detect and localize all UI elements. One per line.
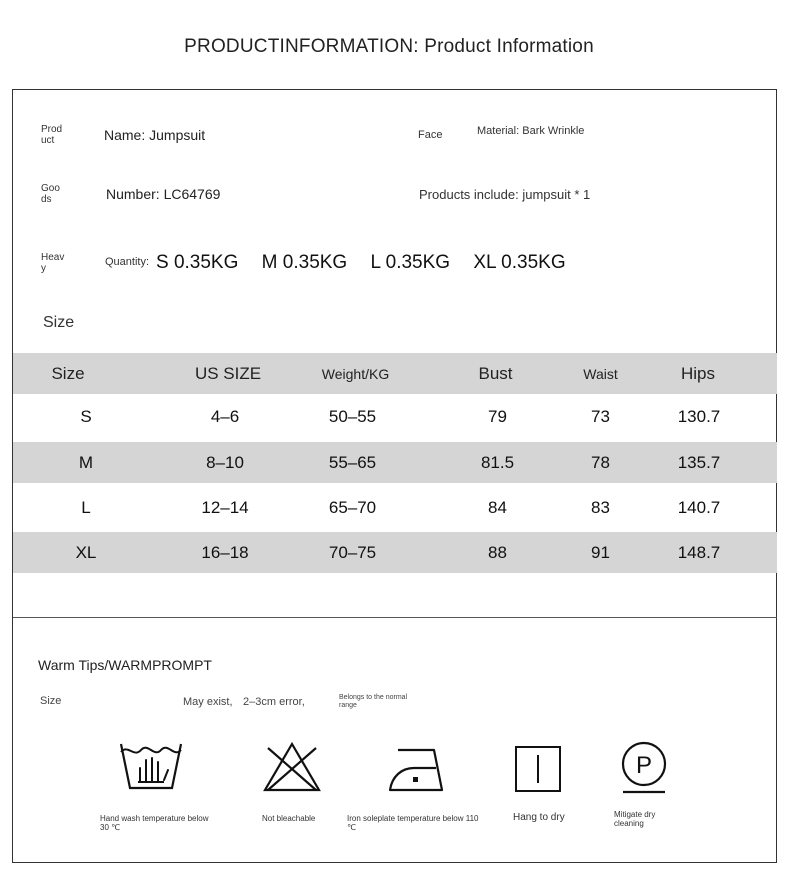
cell-bust: 81.5 (480, 452, 515, 472)
hand-wash-icon (118, 740, 184, 794)
table-header (13, 353, 777, 394)
product-number: Number: LC64769 (106, 186, 221, 202)
hand-wash-label: Hand wash temperature below 30 ℃ (100, 814, 209, 832)
iron-label: Iron soleplate temperature below 110 ℃ (347, 814, 479, 832)
header-size: Size (51, 363, 85, 383)
iron-icon (388, 746, 446, 794)
products-include: Products include: jumpsuit * 1 (419, 187, 591, 202)
header-weight: Weight/KG (321, 365, 390, 382)
cell-waist: 91 (591, 542, 610, 562)
cell-us-size: 16–18 (201, 542, 249, 562)
tips-size-label: Size (40, 695, 62, 707)
table-row (13, 442, 777, 483)
cell-waist: 83 (591, 497, 610, 517)
dry-clean-p-icon (620, 740, 668, 796)
cell-hips: 140.7 (677, 497, 721, 517)
cell-weight: 50–55 (328, 406, 377, 426)
weight-m: M 0.35KG (261, 252, 348, 273)
cell-us-size: 4–6 (210, 406, 240, 426)
cell-size: L (81, 497, 91, 517)
product-label: Prod uct (41, 124, 63, 146)
header-waist: Waist (583, 365, 618, 382)
cell-hips: 135.7 (677, 452, 721, 472)
cell-bust: 84 (488, 497, 507, 517)
quantity-label: Quantity: (105, 256, 150, 268)
cell-waist: 78 (591, 452, 610, 472)
cell-size: S (80, 406, 92, 426)
table-row (13, 396, 777, 437)
cell-size: M (78, 452, 94, 472)
not-bleachable-label: Not bleachable (262, 814, 316, 823)
header-us-size: US SIZE (194, 363, 262, 383)
header-hips: Hips (680, 363, 715, 383)
cell-bust: 88 (488, 542, 507, 562)
cell-weight: 55–65 (328, 452, 377, 472)
cell-us-size: 12–14 (201, 497, 249, 517)
face-label: Face (418, 129, 443, 141)
cell-hips: 130.7 (677, 406, 721, 426)
tips-normal-range: Belongs to the normal range (339, 694, 408, 709)
cell-bust: 79 (488, 406, 507, 426)
tips-may-exist: May exist, (183, 696, 233, 708)
heavy-label: Heav y (41, 252, 65, 274)
material-text: Material: Bark Wrinkle (477, 125, 585, 137)
cell-weight: 70–75 (328, 542, 377, 562)
page-title: PRODUCTINFORMATION: Product Information (184, 36, 594, 57)
weights-line (156, 252, 596, 274)
hang-dry-label: Hang to dry (513, 812, 565, 823)
cell-size: XL (75, 542, 97, 562)
not-bleachable-icon (262, 740, 322, 794)
dry-clean-label: Mitigate dry cleaning (614, 810, 656, 828)
cell-weight: 65–70 (328, 497, 377, 517)
cell-hips: 148.7 (677, 542, 721, 562)
tips-error: 2–3cm error, (243, 696, 305, 708)
weight-s: S 0.35KG (156, 252, 239, 273)
product-name: Name: Jumpsuit (104, 127, 206, 143)
tips-title: Warm Tips/WARMPROMPT (38, 657, 212, 673)
cell-waist: 73 (591, 406, 610, 426)
cell-us-size: 8–10 (206, 452, 244, 472)
table-row (13, 532, 777, 573)
section-divider (13, 617, 777, 618)
weight-xl: XL 0.35KG (473, 252, 566, 273)
size-section-title: Size (43, 314, 75, 331)
header-bust: Bust (478, 363, 513, 383)
hang-dry-icon (514, 745, 562, 793)
table-row (13, 487, 777, 528)
goods-label: Goo ds (41, 183, 60, 205)
svg-text:P: P (635, 752, 653, 779)
weight-l: L 0.35KG (370, 252, 451, 273)
